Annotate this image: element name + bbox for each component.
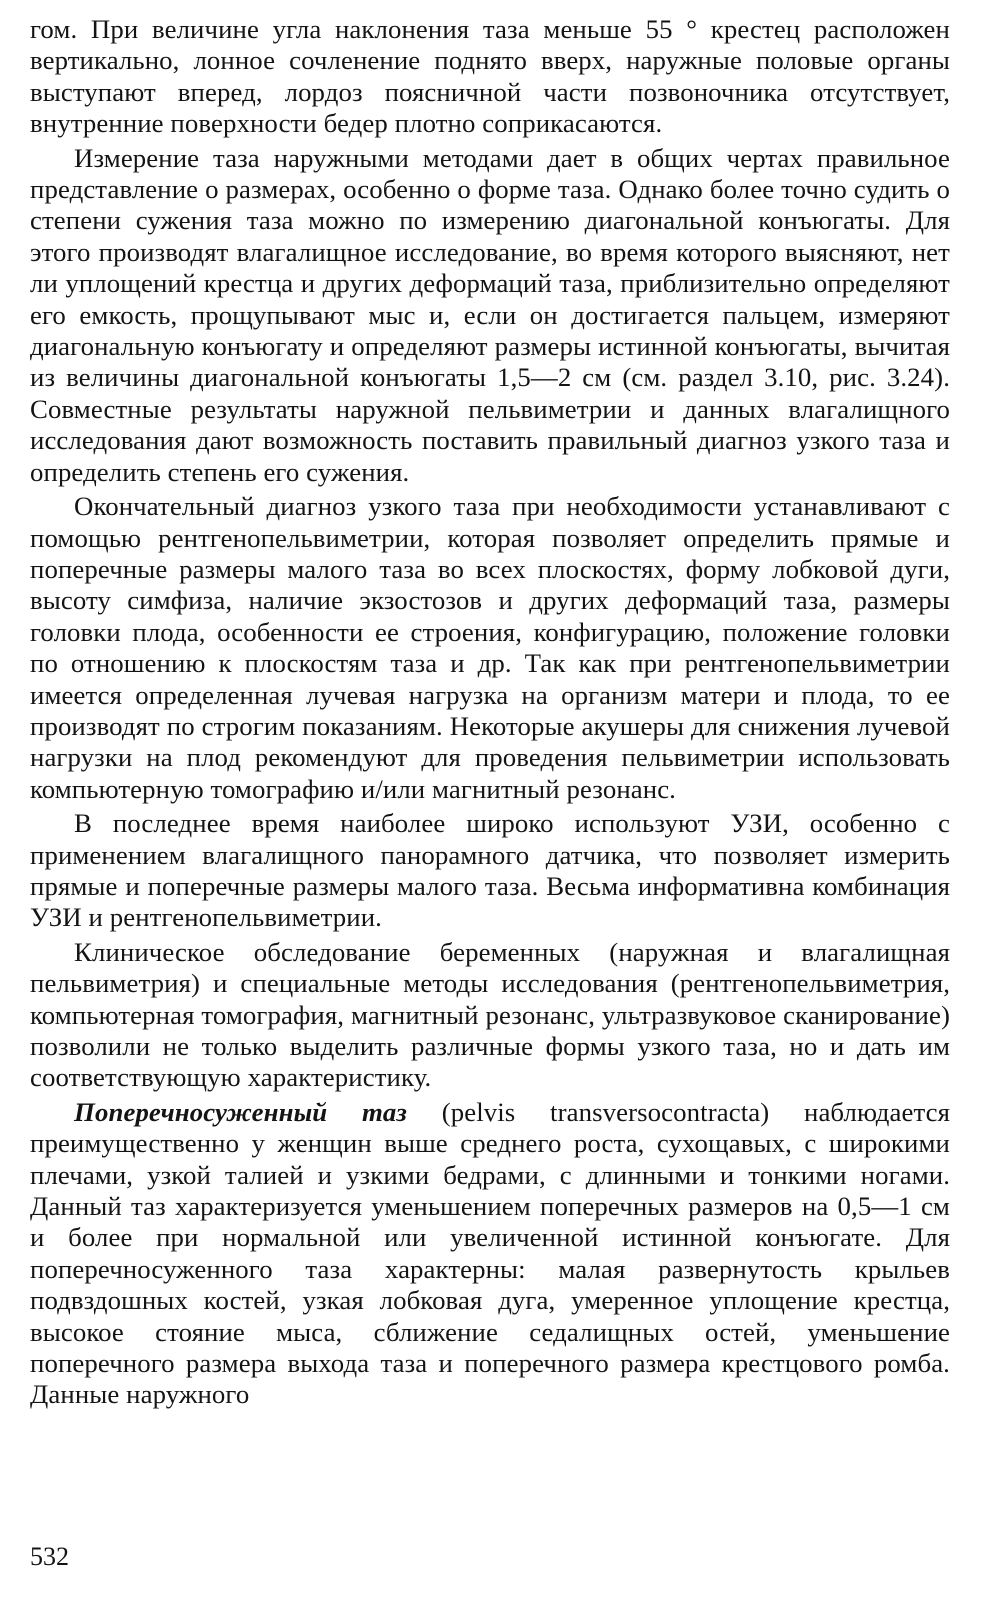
paragraph-continuation: гом. При величине угла наклонения таза меньше 55 ° крестец расположен вертикально, лонное сочленение поднято вверх, наружные половые органы выступают вперед, лордоз поясничной части позвоночника отсутствует, внутренние поверхности бедер плотно соприкасаются. <box>30 14 950 139</box>
page-number: 532 <box>30 1542 69 1571</box>
paragraph-ultrasound: В последнее время наиболее широко используют УЗИ, особенно с применением влагалищного панорамного датчика, что позволяет измерить прямые и поперечные размеры малого таза. Весьма информативна комбинация УЗИ и рентгенопельвиметрии. <box>30 808 950 933</box>
paragraph-transverse-pelvis-text: (pelvis transversocontracta) наблюдается преимущественно у женщин выше среднего роста, сухощавых, с широкими плечами, узкой талией и узкими бедрами, с длинными и тонкими ногами. Данный таз характеризуется уменьшением поперечных размеров на 0,5—1 см и более при нормальной или увеличенной истинной конъюгате. Для поперечносуженного таза характерны: малая развернутость крыльев подвздошных костей, узкая лобковая дуга, умеренное уплощение крестца, высокое стояние мыса, сближение седалищных остей, уменьшение поперечного размера выхода таза и поперечного размера крестцового ромба. Данные наружного <box>30 1096 951 1410</box>
paragraph-transverse-pelvis <box>30 1097 950 1411</box>
paragraph-clinical-exam: Клиническое обследование беременных (наружная и влагалищная пельвиметрия) и специальные методы исследования (рентгенопельвиметрия, компьютерная томография, магнитный резонанс, ультразвуковое сканирование) позволили не только выделить различные формы узкого таза, но и дать им соответствующую характеристику. <box>30 936 950 1093</box>
paragraph-x-ray-pelvimetry: Окончательный диагноз узкого таза при необходимости устанавливают с помощью рентгенопельвиметрии, которая позволяет определить прямые и поперечные размеры малого таза во всех плоскостях, форму лобковой дуги, высоту симфиза, наличие экзостозов и других деформаций таза, размеры головки плода, особенности ее строения, конфигурацию, положение головки по отношению к плоскостям таза и др. Так как при рентгенопельвиметрии имеется определенная лучевая нагрузка на организм матери и плода, то ее производят по строгим показаниям. Некоторые акушеры для снижения лучевой нагрузки на плод рекомендуют для проведения пельвиметрии использовать компьютерную томографию и/или магнитный резонанс. <box>30 491 950 804</box>
paragraph-external-measurement: Измерение таза наружными методами дает в общих чертах правильное представление о размерах, особенно о форме таза. Однако более точно судить о степени сужения таза можно по измерению диагональной конъюгаты. Для этого производят влагалищное исследование, во время которого выясняют, нет ли уплощений крестца и других деформаций таза, приблизительно определяют его емкость, прощупывают мыс и, если он достигается пальцем, измеряют диагональную конъюгату и определяют размеры истинной конъюгаты, вычитая из величины диагональной конъюгаты 1,5—2 см (см. раздел 3.10, рис. 3.24). Совместные результаты наружной пельвиметрии и данных влагалищного исследования дают возможность поставить правильный диагноз узкого таза и определить степень его сужения. <box>30 142 950 487</box>
body-text <box>30 14 950 1414</box>
term-transverse-narrow-pelvis: Поперечносуженный таз <box>74 1096 407 1127</box>
